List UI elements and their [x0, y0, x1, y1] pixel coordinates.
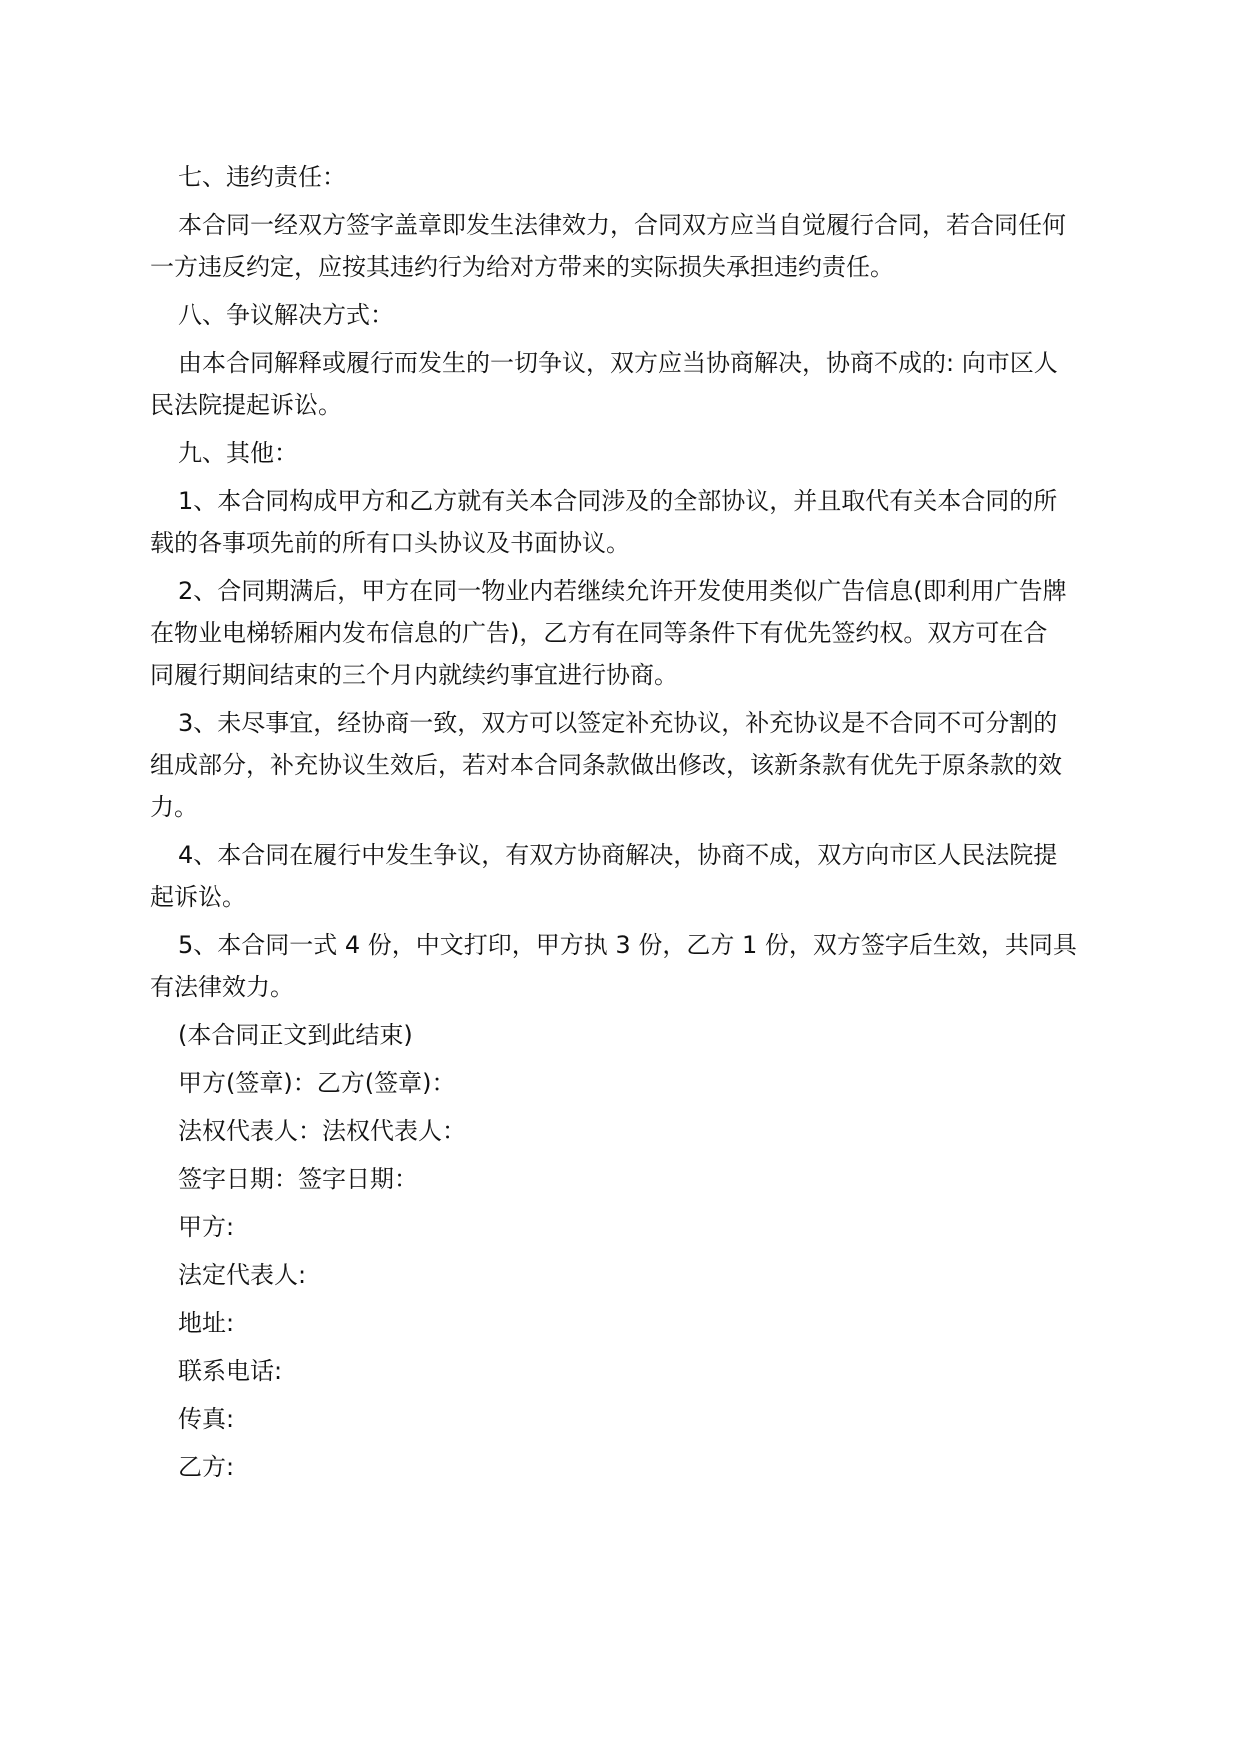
section-body-dispute: 由本合同解释或履行而发生的一切争议，双方应当协商解决，协商不成的: 向市区人 民法院提起诉讼。: [150, 349, 1058, 419]
contract-text: [150, 156, 1100, 1488]
legal-representative-label: 法定代表人:: [178, 1261, 307, 1289]
section-heading-breach: 七、违约责任：: [178, 163, 346, 191]
other-item-5: 5、本合同一式 4 份，中文打印，甲方执 3 份，乙方 1 份，双方签字后生效，共同具 有法律效力。: [150, 931, 1077, 1001]
fax-label: 传真:: [178, 1405, 235, 1433]
phone-label: 联系电话:: [178, 1357, 283, 1385]
section-body-breach: 本合同一经双方签字盖章即发生法律效力，合同双方应当自觉履行合同，若合同任何 一方违反约定，应按其违约行为给对方带来的实际损失承担违约责任。: [150, 211, 1066, 281]
signature-representatives: 法权代表人：法权代表人：: [178, 1117, 466, 1145]
section-heading-other: 九、其他：: [178, 439, 298, 467]
party-b-label: 乙方:: [178, 1453, 235, 1481]
section-heading-dispute: 八、争议解决方式：: [178, 301, 394, 329]
signature-dates: 签字日期：签字日期：: [178, 1165, 418, 1193]
party-a-label: 甲方:: [178, 1213, 235, 1241]
other-item-1: 1、本合同构成甲方和乙方就有关本合同涉及的全部协议，并且取代有关本合同的所 载的各事项先前的所有口头协议及书面协议。: [150, 487, 1058, 557]
signature-parties: 甲方(签章)：乙方(签章)：: [178, 1069, 456, 1097]
address-label: 地址:: [178, 1309, 235, 1337]
other-item-2: 2、合同期满后，甲方在同一物业内若继续允许开发使用类似广告信息(即利用广告牌 在物业电梯轿厢内发布信息的广告)，乙方有在同等条件下有优先签约权。双方可在合 同履行期间结束的三个月内就续约事宜进行协商。: [150, 577, 1067, 689]
other-item-3: 3、未尽事宜，经协商一致，双方可以签定补充协议，补充协议是不合同不可分割的 组成部分，补充协议生效后，若对本合同条款做出修改，该新条款有优先于原条款的效 力。: [150, 709, 1062, 821]
end-note: (本合同正文到此结束): [178, 1021, 413, 1049]
other-item-4: 4、本合同在履行中发生争议，有双方协商解决，协商不成，双方向市区人民法院提 起诉讼。: [150, 841, 1058, 911]
